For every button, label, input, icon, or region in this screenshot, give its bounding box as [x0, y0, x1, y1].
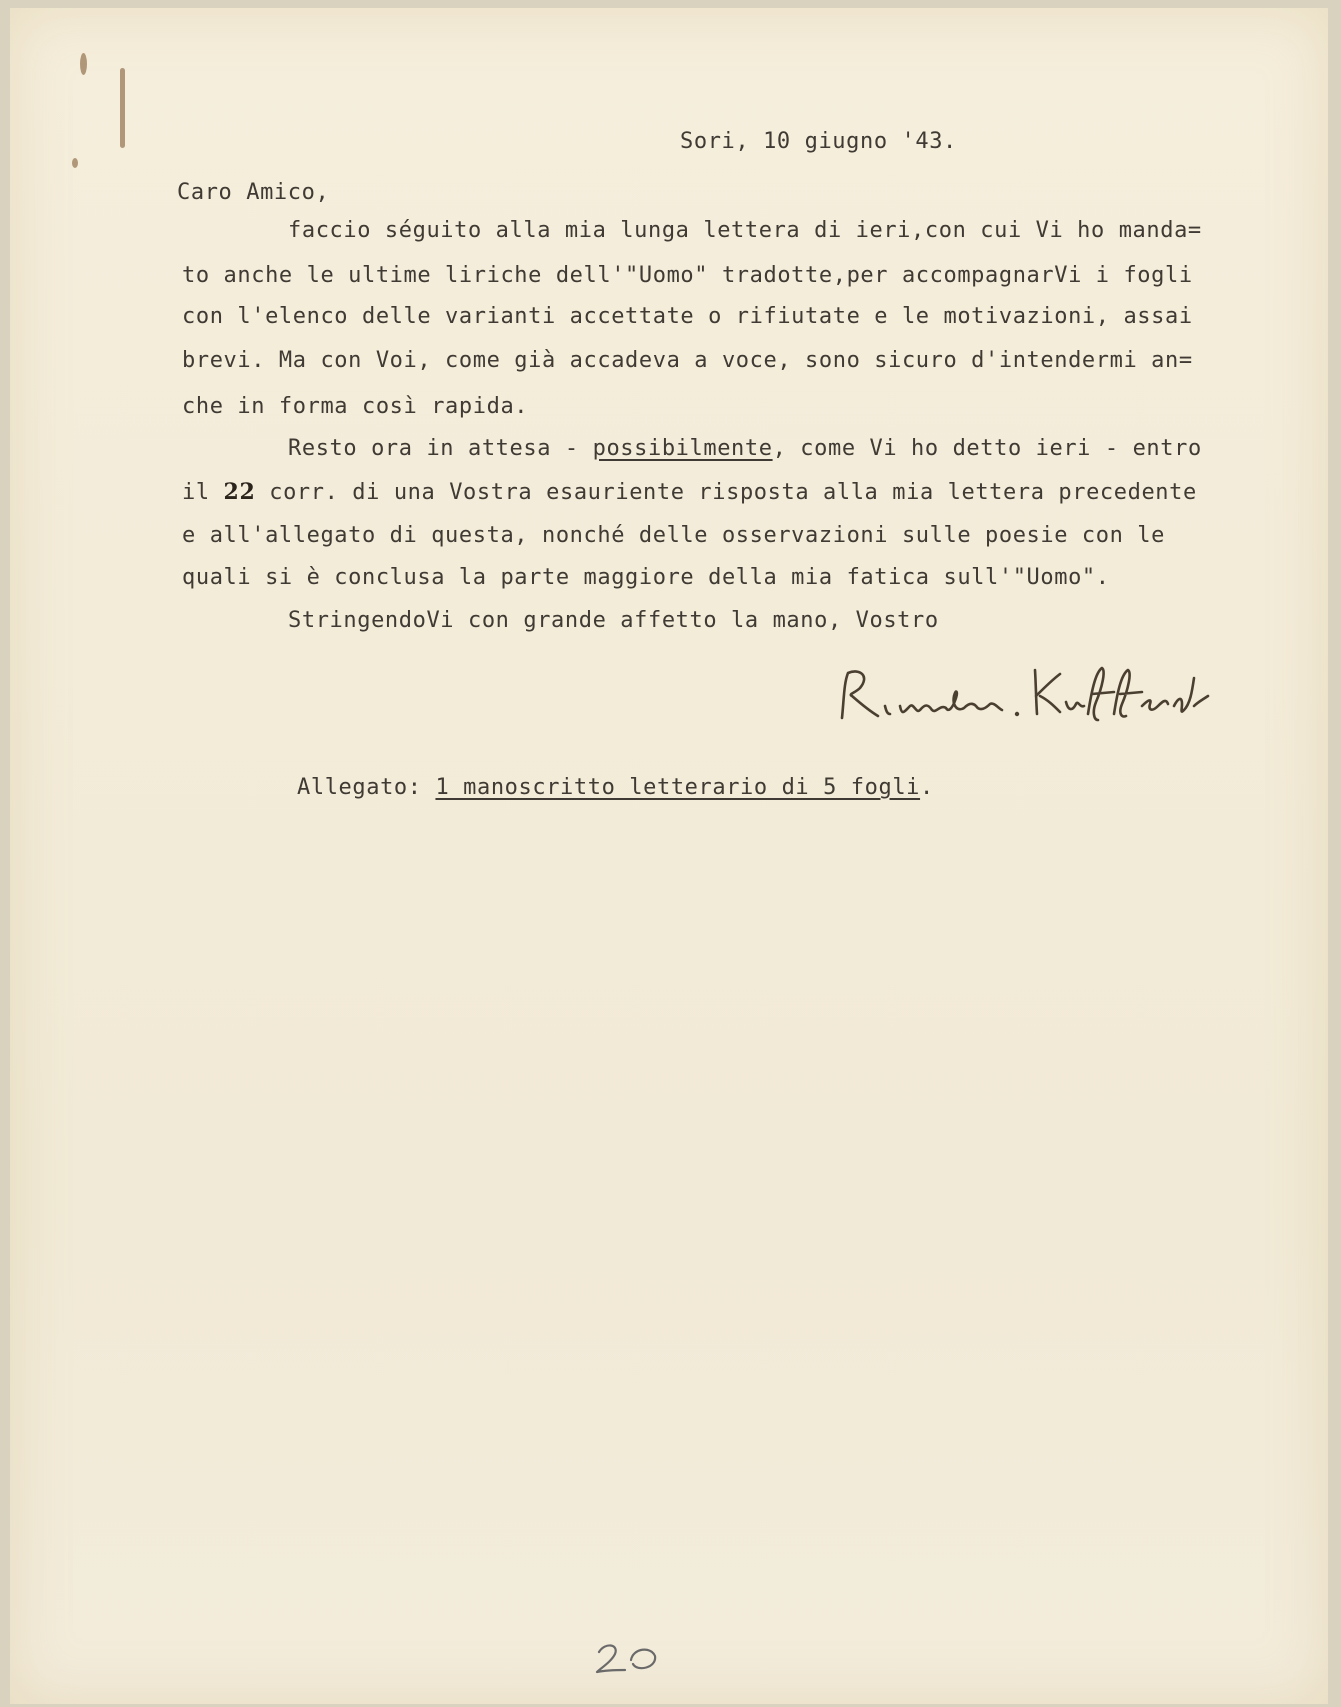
body-text: , come Vi ho detto ieri - entro: [772, 436, 1202, 461]
body-line: to anche le ultime liriche dell'"Uomo" tradotte,per accompagnarVi i fogli: [182, 263, 1193, 288]
handwritten-date-number: 22: [223, 479, 256, 505]
edge-stain: [80, 53, 87, 75]
underlined-word: possibilmente: [592, 436, 773, 461]
body-line: [288, 436, 1202, 461]
handwritten-page-number: [593, 1638, 663, 1678]
attachment-end: .: [920, 775, 934, 800]
body-line: brevi. Ma con Voi, come già accadeva a voce, sono sicuro d'intendermi an=: [182, 348, 1193, 373]
letter-page: [10, 8, 1328, 1704]
letter-salutation: Caro Amico,: [177, 180, 330, 205]
body-line: con l'elenco delle varianti accettate o rifiutate e le motivazioni, assai: [182, 304, 1193, 329]
body-line: e all'allegato di questa, nonché delle osservazioni sulle poesie con le: [182, 523, 1166, 548]
letter-closing: StringendoVi con grande affetto la mano, Vostro: [288, 608, 939, 633]
body-line: che in forma così rapida.: [182, 394, 529, 419]
body-text: il: [182, 480, 224, 505]
body-text: Resto ora in attesa -: [288, 436, 593, 461]
attachment-note: [297, 775, 934, 800]
body-line: [182, 479, 1197, 505]
letter-date: Sori, 10 giugno '43.: [680, 129, 957, 154]
body-text: corr. di una Vostra esauriente risposta alla mia lettera precedente: [255, 480, 1197, 505]
body-line: quali si è conclusa la parte maggiore della mia fatica sull'"Uomo".: [182, 565, 1110, 590]
attachment-description: 1 manoscritto letterario di 5 fogli: [435, 775, 921, 800]
body-line: faccio séguito alla mia lunga lettera di ieri,con cui Vi ho manda=: [288, 218, 1202, 243]
attachment-label: Allegato:: [297, 775, 436, 800]
handwritten-signature: [830, 648, 1220, 738]
edge-stain: [72, 158, 78, 168]
edge-stain: [120, 68, 125, 148]
